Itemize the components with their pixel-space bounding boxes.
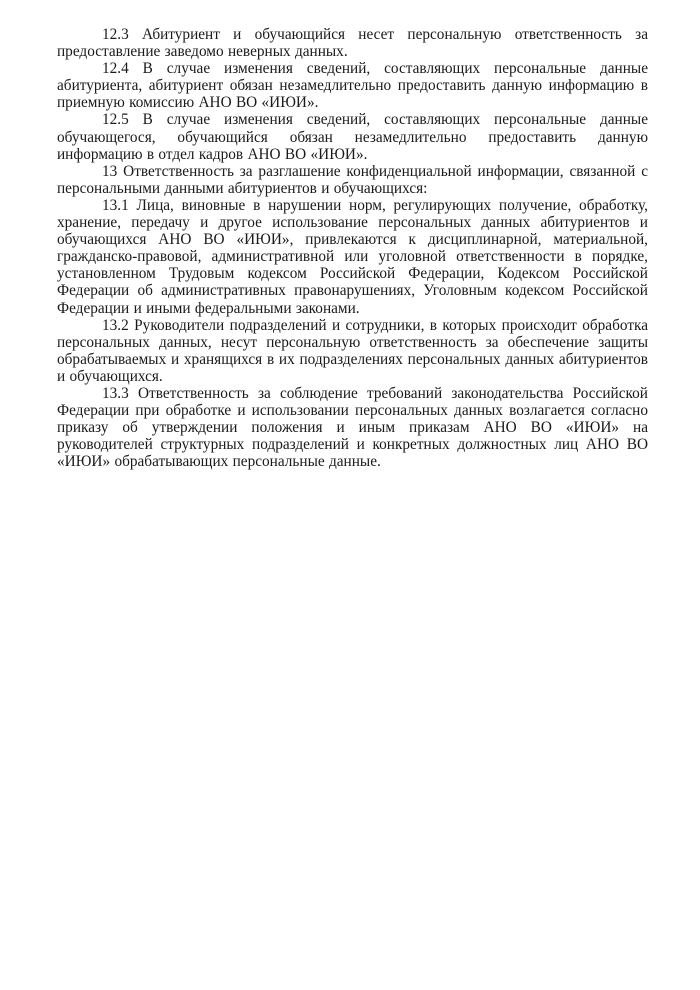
paragraph-13: 13 Ответственность за разглашение конфиденциальной информации, связанной с персональными данными абитуриентов и обучающихся: xyxy=(57,162,648,197)
document-text-block xyxy=(57,26,648,470)
paragraph-13-3: 13.3 Ответственность за соблюдение требований законодательства Российской Федерации при обработке и использовании персональных данных возлагается согласно приказу об утверждении положения и иным приказам АНО ВО «ИЮИ» на руководителей структурных подразделений и конкретных должностных лиц АНО ВО «ИЮИ» обрабатывающих персональные данные. xyxy=(57,384,648,471)
paragraph-12-4: 12.4 В случае изменения сведений, составляющих персональные данные абитуриента, абитуриент обязан незамедлительно предоставить данную информацию в приемную комиссию АНО ВО «ИЮИ». xyxy=(57,60,648,112)
paragraph-12-3: 12.3 Абитуриент и обучающийся несет персональную ответственность за предоставление заведомо неверных данных. xyxy=(57,26,648,61)
paragraph-13-1: 13.1 Лица, виновные в нарушении норм, регулирующих получение, обработку, хранение, передачу и другое использование персональных данных абитуриентов и обучающихся АНО ВО «ИЮИ», привлекаются к дисциплинарной, материальной, гражданско-правовой, административной или уголовной ответственности в порядке, установленном Трудовым кодексом Российской Федерации, Кодексом Российской Федерации об административных правонарушениях, Уголовным кодексом Российской Федерации и иными федеральными законами. xyxy=(57,196,648,317)
paragraph-12-5: 12.5 В случае изменения сведений, составляющих персональные данные обучающегося, обучающийся обязан незамедлительно предоставить данную информацию в отдел кадров АНО ВО «ИЮИ». xyxy=(57,111,648,163)
paragraph-13-2: 13.2 Руководители подразделений и сотрудники, в которых происходит обработка персональных данных, несут персональную ответственность за обеспечение защиты обрабатываемых и хранящихся в их подразделениях персональных данных абитуриентов и обучающихся. xyxy=(57,316,648,385)
